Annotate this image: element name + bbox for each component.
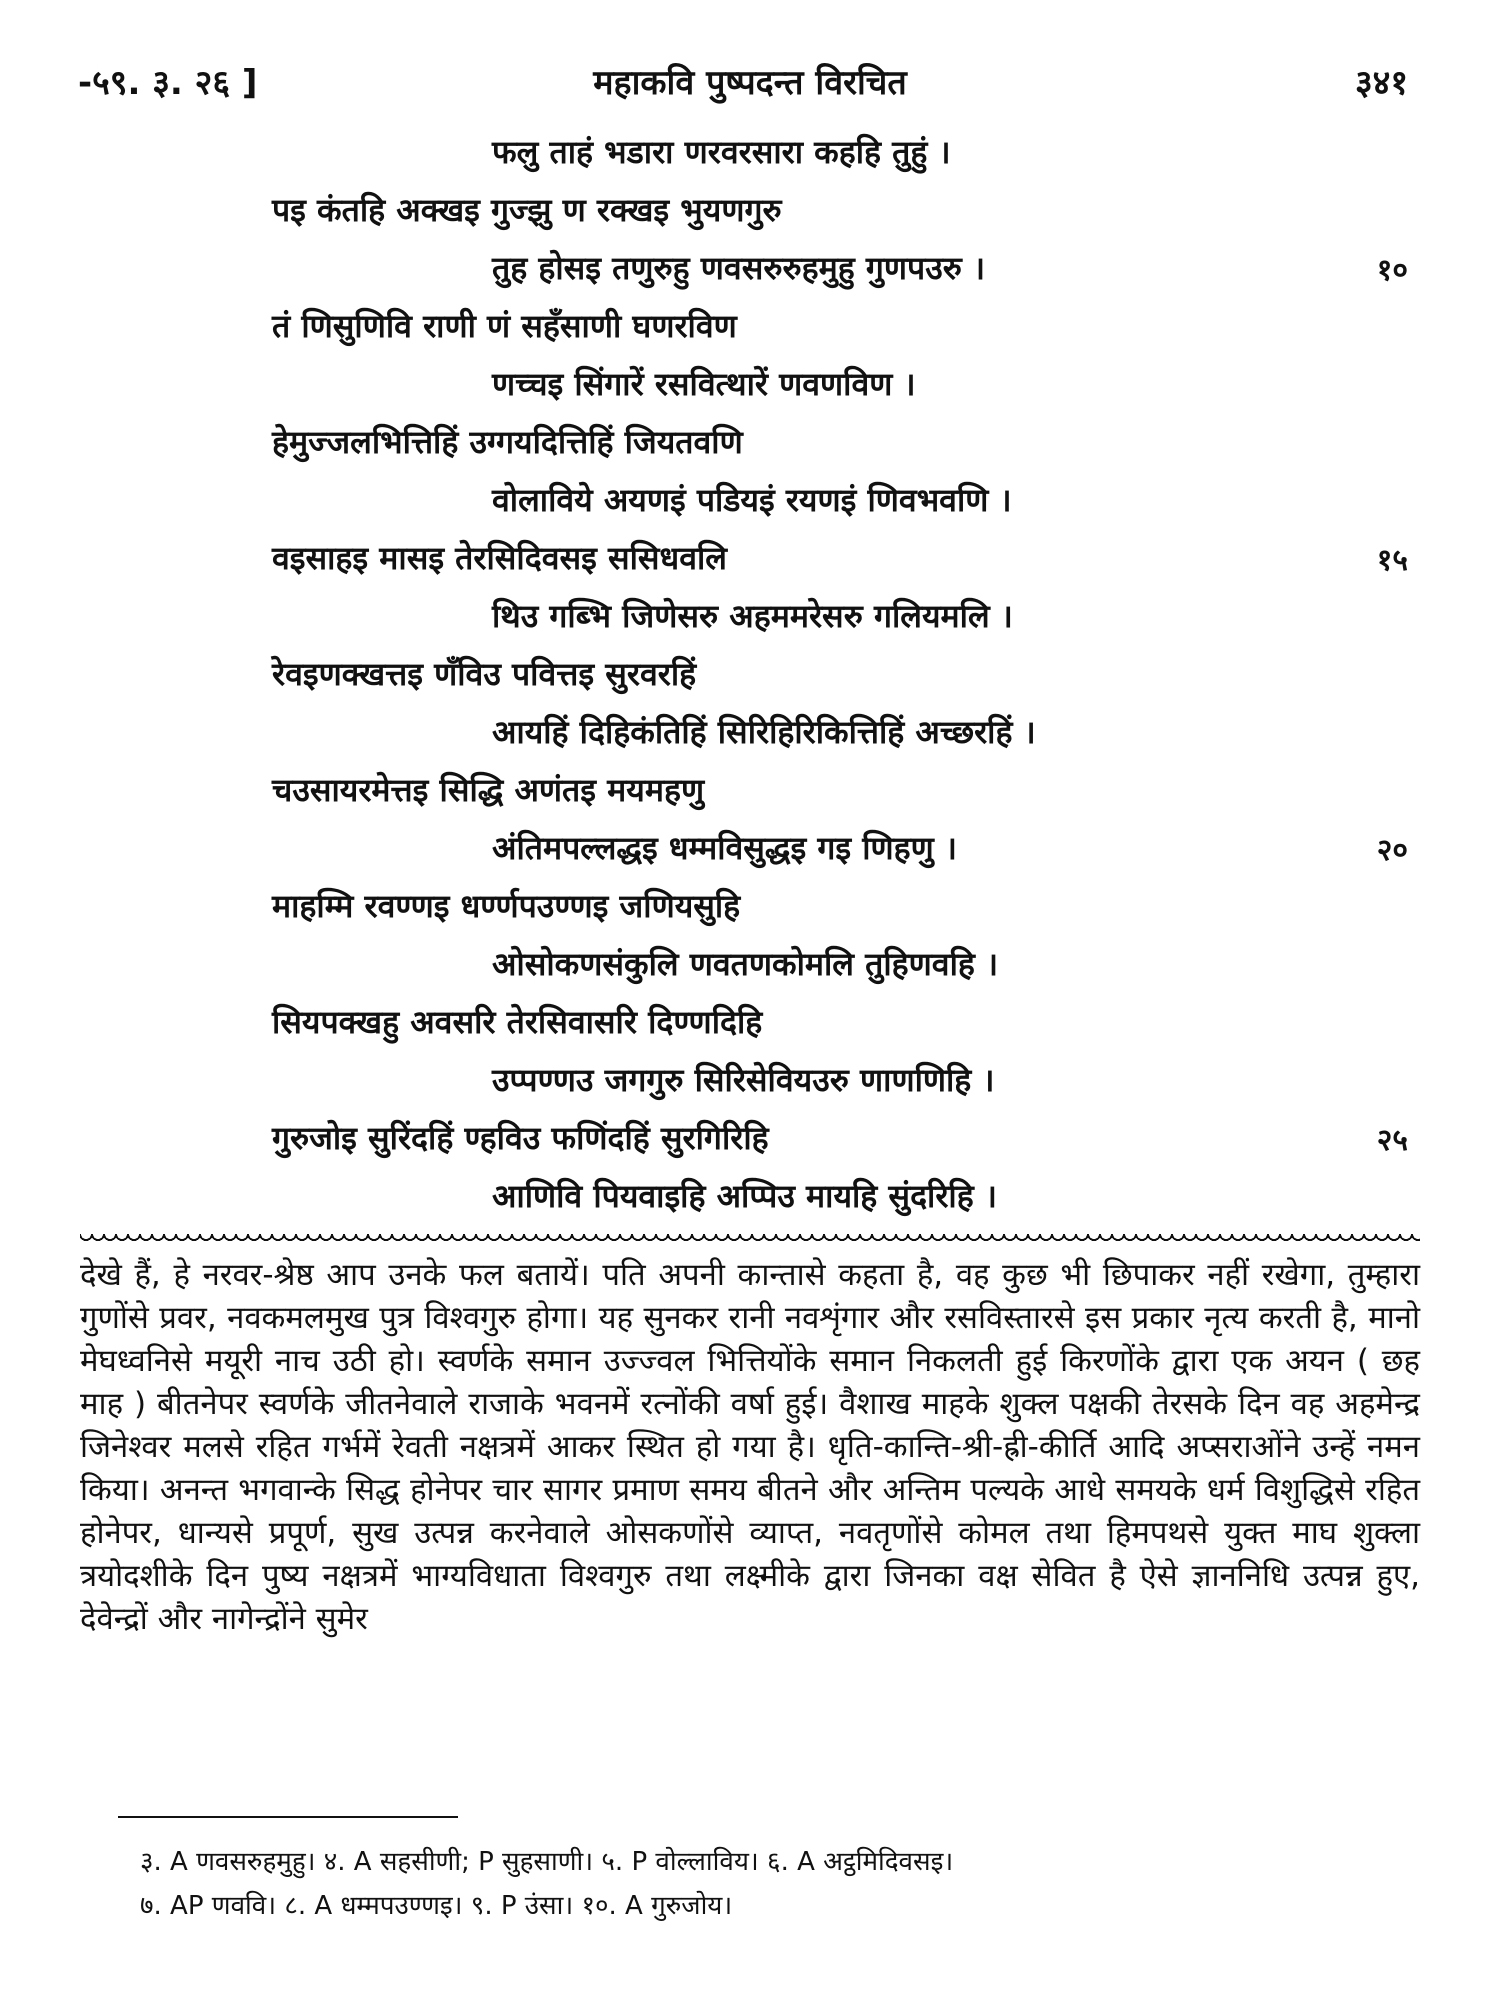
verse-line: रेवइणक्खत्तइ णँविउ पवित्तइ सुरवरहिं bbox=[272, 655, 697, 693]
verse-line: फलु ताहं भडारा णरवरसारा कहहि तुहुं । bbox=[492, 133, 951, 171]
translation-text: देखे हैं, हे नरवर-श्रेष्ठ आप उनके फल बतायें। पति अपनी कान्तासे कहता है, वह कुछ भी छिपाकर नहीं रखेगा, तुम्हारा गुणोंसे प्रवर, नवकमलमुख पुत्र विश्वगुरु होगा। यह सुनकर रानी नवशृंगार और रसविस्तारसे इस प्रकार नृत्य करती है, मानो मेघध्वनिसे मयूरी नाच उठी हो। स्वर्णके समान उज्ज्वल भित्तियोंके समान निकलती हुई किरणोंके द्वारा एक अयन ( छह माह ) बीतनेपर स्वर्णके जीतनेवाले राजाके भवनमें रत्नोंकी वर्षा हुई। वैशाख माहके शुक्ल पक्षकी तेरसके दिन वह अहमेन्द्र जिनेश्वर मलसे रहित गर्भमें रेवती नक्षत्रमें आकर स्थित हो गया है। धृति-कान्ति-श्री-ह्री-कीर्ति आदि अप्सराओंने उन्हें नमन किया। अनन्त भगवान्के सिद्ध होनेपर चार सागर प्रमाण समय बीतने और अन्तिम पल्यके आधे समयके धर्म विशुद्धिसे रहित होनेपर, धान्यसे प्रपूर्ण, सुख उत्पन्न करनेवाले ओसकणोंसे व्याप्त, नवतृणोंसे कोमल तथा हिमपथसे युक्त माघ शुक्ला त्रयोदशीके दिन पुष्य नक्षत्रमें भाग्यविधाता विश्वगुरु तथा लक्ष्मीके द्वारा जिनका वक्ष सेवित है ऐसे ज्ञाननिधि उत्पन्न हुए, देवेन्द्रों और नागेन्द्रोंने सुमेर bbox=[80, 1257, 1420, 1637]
verse-line: तं णिसुणिवि राणी णं सहँसाणी घणरविण bbox=[272, 307, 737, 345]
verse-number: २५ bbox=[1376, 1123, 1408, 1158]
verse-number: २० bbox=[1376, 833, 1408, 868]
verse-line: माहम्मि रवण्णइ धर्ण्णपउण्णइ जणियसुहि bbox=[272, 887, 741, 925]
verse-line: आणिवि पियवाइहि अप्पिउ मायहि सुंदरिहि । bbox=[492, 1177, 997, 1215]
verse-line: वोलाविये अयणइं पडियइं रयणइं णिवभवणि । bbox=[492, 481, 1012, 519]
verse-line: गुरुजोइ सुरिंदहिं ण्हविउ फणिंदहिं सुरगिरिहि bbox=[272, 1119, 769, 1157]
verse-line: आयहिं दिहिकंतिहिं सिरिहिरिकित्तिहिं अच्छरहिं । bbox=[492, 713, 1036, 751]
footnote-line: ७. AP णववि। ८. A धम्मपउण्णइ। ९. P उंसा। १०. A गुरुजोय। bbox=[140, 1891, 733, 1921]
page-title: महाकवि पुष्पदन्त विरचित bbox=[593, 63, 907, 103]
verse-number: १५ bbox=[1376, 543, 1408, 578]
verse-line: तुह होसइ तणुरुहु णवसरुरुहमुहु गुणपउरु । bbox=[492, 249, 986, 287]
verse-line: उप्पण्णउ जगगुरु सिरिसेवियउरु णाणणिहि । bbox=[492, 1061, 995, 1099]
section-reference: -५९. ३. २६ ] bbox=[78, 63, 258, 103]
page-number: ३४१ bbox=[1354, 63, 1408, 103]
verse-line: चउसायरमेत्तइ सिद्धि अणंतइ मयमहणु bbox=[272, 771, 705, 809]
verse-number: १० bbox=[1376, 253, 1408, 288]
verse-line: पइ कंतहि अक्खइ गुज्झु ण रक्खइ भुयणगुरु bbox=[272, 191, 782, 229]
verse-line: णच्चइ सिंगारें रसवित्थारें णवणविण । bbox=[492, 365, 916, 403]
verse-line: थिउ गब्भि जिणेसरु अहममरेसरु गलियमलि । bbox=[492, 597, 1013, 635]
verse-line: ओसोकणसंकुलि णवतणकोमलि तुहिणवहि । bbox=[492, 945, 999, 983]
verse-line: अंतिमपल्लद्धइ धम्मविसुद्धइ गइ णिहणु । bbox=[492, 829, 958, 867]
footnote-line: ३. A णवसरुहमुहु। ४. A सहसीणी; P सुहसाणी। ५. P वोल्लाविय। ६. A अट्ठमिदिवसइ। bbox=[140, 1847, 954, 1877]
running-header bbox=[0, 58, 1500, 108]
footnote-rule bbox=[118, 1816, 458, 1818]
wavy-divider bbox=[80, 1234, 1420, 1246]
verse-line: वइसाहइ मासइ तेरसिदिवसइ ससिधवलि bbox=[272, 539, 727, 577]
verse-line: सियपक्खहु अवसरि तेरसिवासरि दिण्णदिहि bbox=[272, 1003, 763, 1041]
verse-line: हेमुज्जलभित्तिहिं उग्गयदित्तिहिं जियतवणि bbox=[272, 423, 743, 461]
